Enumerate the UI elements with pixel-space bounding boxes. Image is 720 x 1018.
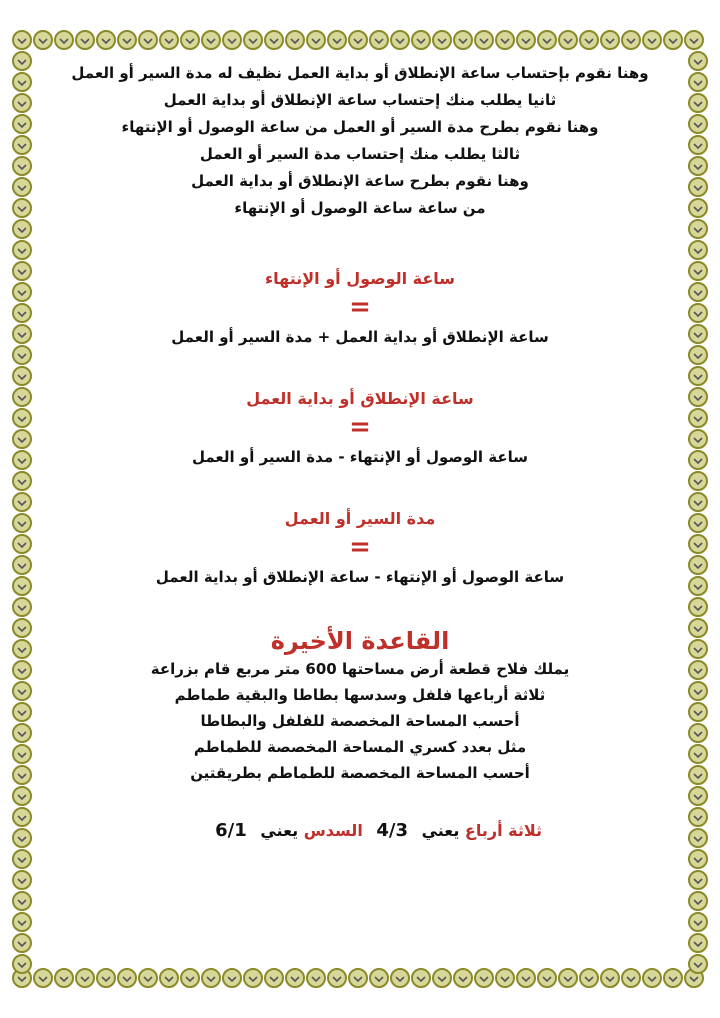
border-ring: [265, 969, 283, 987]
border-ring: [307, 31, 325, 49]
border-ring: [307, 969, 325, 987]
border-ring: [13, 283, 31, 301]
border-ring: [202, 969, 220, 987]
border-ring: [13, 766, 31, 784]
border-ring: [412, 969, 430, 987]
equals-sign: =: [349, 292, 371, 322]
border-ring: [664, 31, 682, 49]
border-ring: [118, 969, 136, 987]
border-ring: [181, 31, 199, 49]
border-ring: [689, 346, 707, 364]
border-ring: [689, 955, 707, 973]
border-ring: [13, 346, 31, 364]
border-ring: [13, 199, 31, 217]
formula-duration: [40, 508, 680, 588]
border-ring: [689, 787, 707, 805]
formula-heading: ساعة الإنطلاق أو بداية العمل: [246, 389, 474, 408]
document-body: [40, 60, 680, 960]
border-ring: [13, 955, 31, 973]
formula-heading: ساعة الوصول أو الإنتهاء: [264, 269, 456, 288]
border-ring: [265, 31, 283, 49]
border-ring: [622, 969, 640, 987]
border-ring: [13, 52, 31, 70]
border-ring: [664, 969, 682, 987]
fraction-term-sixth: السدس: [303, 821, 363, 840]
border-ring: [139, 31, 157, 49]
border-ring: [689, 598, 707, 616]
formula-arrival-time: [40, 268, 680, 348]
border-ring: [454, 969, 472, 987]
border-ring: [244, 969, 262, 987]
border-ring: [454, 31, 472, 49]
border-ring: [160, 969, 178, 987]
border-ring: [689, 619, 707, 637]
border-ring: [13, 325, 31, 343]
border-ring: [689, 388, 707, 406]
equals-sign: =: [349, 532, 371, 562]
problem-line: ثلاثة أرباعها فلفل وسدسها بطاطا والبقية طماطم: [174, 686, 546, 704]
means-word: يعني: [421, 821, 460, 840]
border-ring: [685, 31, 703, 49]
border-ring: [689, 472, 707, 490]
border-ring: [689, 115, 707, 133]
intro-line: وهنا نقوم بإحتساب ساعة الإنطلاق أو بداية العمل نظيف له مدة السير أو العمل: [71, 64, 649, 82]
border-ring: [13, 577, 31, 595]
border-ring: [97, 969, 115, 987]
intro-line: من ساعة ساعة الوصول أو الإنتهاء: [234, 199, 486, 217]
border-ring: [181, 969, 199, 987]
formula-expression: ساعة الإنطلاق أو بداية العمل + مدة السير أو العمل: [171, 328, 549, 346]
border-ring: [538, 31, 556, 49]
border-ring: [689, 640, 707, 658]
border-ring: [538, 969, 556, 987]
border-ring: [244, 31, 262, 49]
section-title: القاعدة الأخيرة: [270, 627, 450, 655]
border-ring: [13, 850, 31, 868]
border-ring: [689, 94, 707, 112]
border-ring: [475, 969, 493, 987]
border-ring: [13, 136, 31, 154]
border-ring: [689, 808, 707, 826]
formula-expression: ساعة الوصول أو الإنتهاء - ساعة الإنطلاق أو بداية العمل: [155, 568, 565, 586]
border-ring: [689, 703, 707, 721]
border-ring: [13, 31, 31, 49]
border-ring: [517, 969, 535, 987]
border-ring: [76, 969, 94, 987]
border-ring: [370, 969, 388, 987]
problem-line: مثل بعدد كسري المساحة المخصصة للطماطم: [193, 738, 527, 756]
border-ring: [13, 724, 31, 742]
border-ring: [689, 682, 707, 700]
border-ring: [13, 157, 31, 175]
border-ring: [13, 913, 31, 931]
border-ring: [34, 969, 52, 987]
border-ring: [689, 871, 707, 889]
border-ring: [689, 661, 707, 679]
border-ring: [689, 52, 707, 70]
border-ring: [559, 31, 577, 49]
border-ring: [13, 598, 31, 616]
border-ring: [13, 115, 31, 133]
border-ring: [391, 969, 409, 987]
border-ring: [689, 766, 707, 784]
means-word: يعني: [260, 821, 299, 840]
border-ring: [13, 367, 31, 385]
border-ring: [13, 829, 31, 847]
border-ring: [412, 31, 430, 49]
border-ring: [55, 969, 73, 987]
border-ring: [13, 178, 31, 196]
formula-expression: ساعة الوصول أو الإنتهاء - مدة السير أو العمل: [191, 448, 528, 466]
border-ring: [689, 493, 707, 511]
border-ring: [13, 808, 31, 826]
border-ring: [328, 31, 346, 49]
border-ring: [286, 31, 304, 49]
border-ring: [689, 283, 707, 301]
fraction-value: 4/3: [376, 820, 408, 841]
border-ring: [13, 262, 31, 280]
border-ring: [13, 304, 31, 322]
border-ring: [689, 409, 707, 427]
border-ring: [223, 969, 241, 987]
border-ring: [13, 220, 31, 238]
border-ring: [622, 31, 640, 49]
border-ring: [689, 892, 707, 910]
border-ring: [689, 577, 707, 595]
border-ring: [202, 31, 220, 49]
border-ring: [689, 178, 707, 196]
border-ring: [223, 31, 241, 49]
border-ring: [328, 969, 346, 987]
intro-paragraph: [40, 60, 680, 222]
border-ring: [13, 703, 31, 721]
problem-line: أحسب المساحة المخصصة للطماطم بطريقتين: [190, 764, 530, 782]
border-ring: [13, 73, 31, 91]
border-ring: [689, 451, 707, 469]
border-ring: [689, 220, 707, 238]
border-ring: [13, 640, 31, 658]
border-ring: [580, 969, 598, 987]
border-ring: [433, 31, 451, 49]
border-ring: [689, 430, 707, 448]
problem-line: أحسب المساحة المخصصة للفلفل والبطاطا: [200, 712, 520, 730]
border-ring: [689, 199, 707, 217]
border-ring: [13, 556, 31, 574]
border-ring: [689, 724, 707, 742]
border-ring: [286, 969, 304, 987]
intro-line: وهنا نقوم بطرح ساعة الإنطلاق أو بداية العمل: [191, 172, 529, 190]
border-ring: [643, 969, 661, 987]
border-ring: [475, 31, 493, 49]
border-ring: [13, 514, 31, 532]
border-ring: [689, 73, 707, 91]
intro-line: ثالثا يطلب منك إحتساب مدة السير أو العمل: [199, 145, 521, 163]
border-ring: [13, 241, 31, 259]
border-ring: [689, 535, 707, 553]
border-ring: [349, 969, 367, 987]
equals-sign: =: [349, 412, 371, 442]
border-ring: [689, 304, 707, 322]
border-ring: [13, 682, 31, 700]
border-ring: [689, 745, 707, 763]
border-ring: [689, 325, 707, 343]
border-ring: [370, 31, 388, 49]
border-ring: [118, 31, 136, 49]
border-ring: [601, 31, 619, 49]
border-ring: [13, 535, 31, 553]
fraction-notes: [40, 820, 680, 842]
border-ring: [689, 136, 707, 154]
border-ring: [76, 31, 94, 49]
border-ring: [13, 787, 31, 805]
border-ring: [391, 31, 409, 49]
border-ring: [689, 367, 707, 385]
border-ring: [496, 969, 514, 987]
border-ring: [689, 262, 707, 280]
intro-line: وهنا نقوم بطرح مدة السير أو العمل من ساعة الوصول أو الإنتهاء: [121, 118, 599, 136]
border-ring: [13, 934, 31, 952]
border-ring: [689, 934, 707, 952]
border-ring: [689, 913, 707, 931]
border-ring: [97, 31, 115, 49]
problem-line: يملك فلاح قطعة أرض مساحتها 600 متر مربع قام بزراعة: [150, 660, 570, 678]
border-ring: [559, 969, 577, 987]
border-ring: [13, 493, 31, 511]
border-ring: [689, 829, 707, 847]
border-ring: [689, 514, 707, 532]
border-ring: [601, 969, 619, 987]
problem-statement: [40, 656, 680, 786]
border-ring: [160, 31, 178, 49]
border-ring: [13, 430, 31, 448]
border-ring: [55, 31, 73, 49]
border-ring: [13, 871, 31, 889]
border-ring: [689, 157, 707, 175]
formula-heading: مدة السير أو العمل: [284, 509, 436, 528]
border-ring: [13, 472, 31, 490]
fraction-term-three-quarters: ثلاثة أرباع: [464, 821, 542, 840]
border-ring: [433, 969, 451, 987]
border-ring: [13, 661, 31, 679]
border-ring: [689, 850, 707, 868]
border-ring: [13, 94, 31, 112]
formula-start-time: [40, 388, 680, 468]
border-ring: [13, 619, 31, 637]
border-ring: [580, 31, 598, 49]
border-ring: [689, 241, 707, 259]
border-ring: [517, 31, 535, 49]
fraction-value: 6/1: [215, 820, 247, 841]
border-ring: [689, 556, 707, 574]
border-ring: [13, 409, 31, 427]
border-ring: [349, 31, 367, 49]
border-ring: [13, 388, 31, 406]
border-ring: [34, 31, 52, 49]
intro-line: ثانيا يطلب منك إحتساب ساعة الإنطلاق أو بداية العمل: [163, 91, 557, 109]
border-ring: [13, 892, 31, 910]
border-ring: [13, 451, 31, 469]
border-ring: [496, 31, 514, 49]
border-ring: [643, 31, 661, 49]
border-ring: [139, 969, 157, 987]
border-ring: [13, 745, 31, 763]
